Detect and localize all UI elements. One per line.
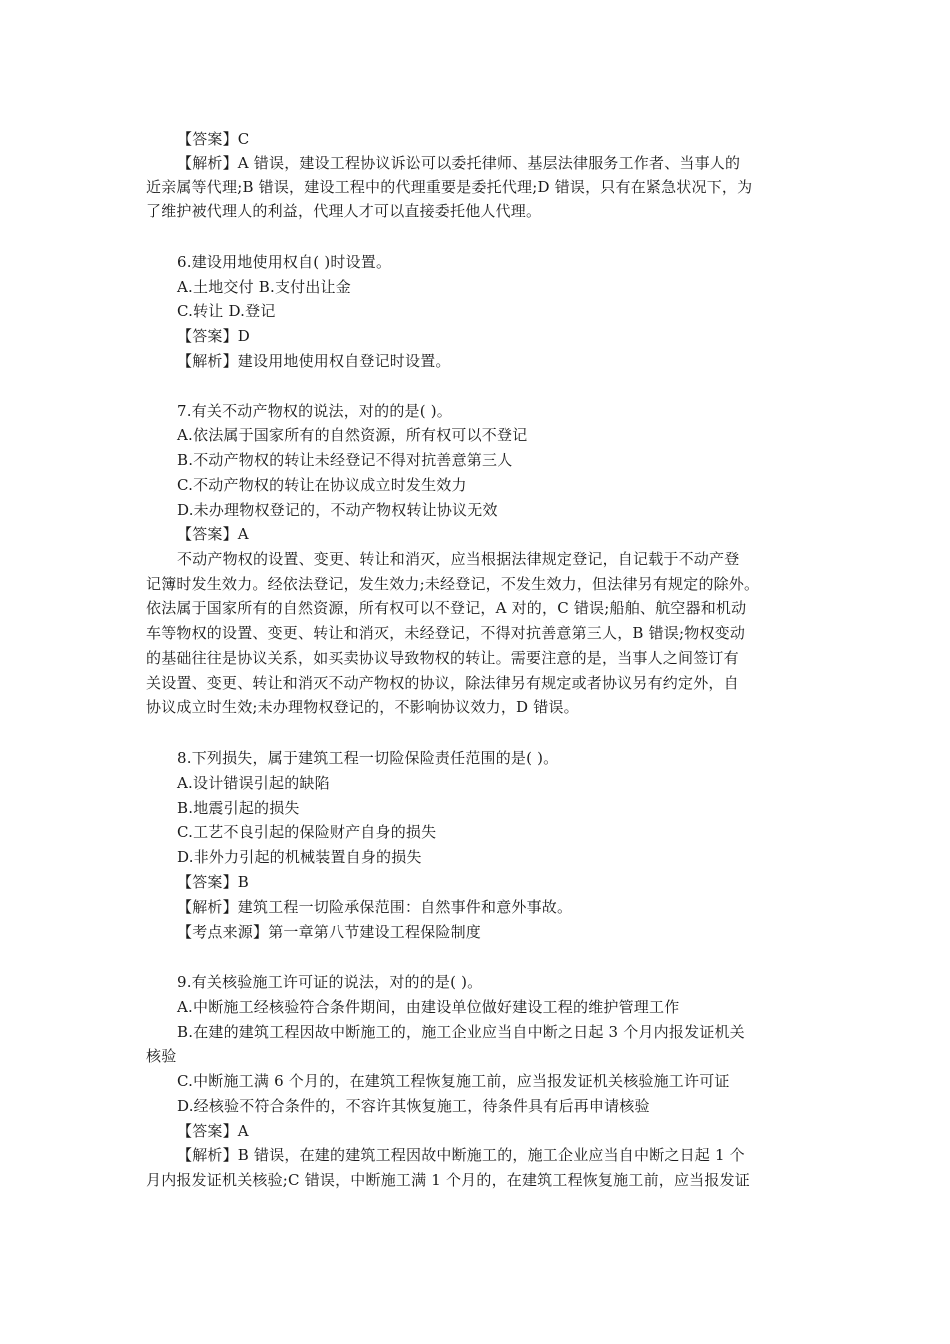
question-6: 6.建设用地使用权自( )时设置。 [177, 253, 392, 271]
option-b: B.在建的建筑工程因故中断施工的，施工企业应当自中断之日起 3 个月内报发证机关 [177, 1023, 745, 1041]
option-b: B.不动产物权的转让未经登记不得对抗善意第三人 [177, 451, 513, 469]
answer-line: 【答案】A [177, 525, 249, 543]
analysis-line: 不动产物权的设置、变更、转让和消灭，应当根据法律规定登记，自记载于不动产登 [177, 550, 740, 568]
analysis-line: 的基础往往是协议关系，如买卖协议导致物权的转让。需要注意的是，当事人之间签订有 [146, 649, 739, 667]
analysis-line: 协议成立时生效;未办理物权登记的，不影响协议效力，D 错误。 [146, 698, 579, 716]
option-d: D.非外力引起的机械装置自身的损失 [177, 848, 422, 866]
analysis-line: 依法属于国家所有的自然资源，所有权可以不登记，A 对的，C 错误;船舶、航空器和机动 [146, 599, 747, 617]
analysis-line: 车等物权的设置、变更、转让和消灭，未经登记，不得对抗善意第三人，B 错误;物权变动 [146, 624, 746, 642]
source-line: 【考点来源】第一章第八节建设工程保险制度 [177, 923, 482, 941]
option-d: D.经核验不符合条件的，不容许其恢复施工，待条件具有后再申请核验 [177, 1097, 650, 1115]
analysis-line: 月内报发证机关核验;C 错误，中断施工满 1 个月的，在建筑工程恢复施工前，应当报发证 [146, 1171, 750, 1189]
analysis-line: 近亲属等代理;B 错误，建设工程中的代理重要是委托代理;D 错误，只有在紧急状况下，为 [146, 178, 753, 196]
option-a: A.依法属于国家所有的自然资源，所有权可以不登记 [177, 426, 528, 444]
analysis-line: 记簿时发生效力。经依法登记，发生效力;未经登记，不发生效力，但法律另有规定的除外。 [146, 575, 760, 593]
analysis-line: 【解析】建设用地使用权自登记时设置。 [177, 352, 451, 370]
option-c: C.中断施工满 6 个月的，在建筑工程恢复施工前，应当报发证机关核验施工许可证 [177, 1072, 730, 1090]
question-8: 8.下列损失，属于建筑工程一切险保险责任范围的是( )。 [177, 749, 559, 767]
answer-line: 【答案】B [177, 873, 250, 891]
analysis-line: 了维护被代理人的利益，代理人才可以直接委托他人代理。 [146, 202, 542, 220]
option-a: A.中断施工经核验符合条件期间，由建设单位做好建设工程的维护管理工作 [177, 998, 680, 1016]
analysis-line: 关设置、变更、转让和消灭不动产物权的协议，除法律另有规定或者协议另有约定外，自 [146, 674, 739, 692]
question-9: 9.有关核验施工许可证的说法，对的的是( )。 [177, 973, 483, 991]
option-line: A.土地交付 B.支付出让金 [177, 278, 351, 296]
option-line: C.转让 D.登记 [177, 302, 276, 320]
option-b-cont: 核验 [146, 1047, 177, 1065]
option-d: D.未办理物权登记的，不动产物权转让协议无效 [177, 501, 498, 519]
analysis-line: 【解析】A 错误，建设工程协议诉讼可以委托律师、基层法律服务工作者、当事人的 [177, 154, 741, 172]
answer-line: 【答案】C [177, 130, 250, 148]
analysis-line: 【解析】建筑工程一切险承保范围：自然事件和意外事故。 [177, 898, 573, 916]
option-a: A.设计错误引起的缺陷 [177, 774, 330, 792]
answer-line: 【答案】A [177, 1122, 249, 1140]
answer-line: 【答案】D [177, 327, 251, 345]
option-b: B.地震引起的损失 [177, 799, 300, 817]
option-c: C.工艺不良引起的保险财产自身的损失 [177, 823, 437, 841]
analysis-line: 【解析】B 错误，在建的建筑工程因故中断施工的，施工企业应当自中断之日起 1 个 [177, 1146, 745, 1164]
question-7: 7.有关不动产物权的说法，对的的是( )。 [177, 402, 452, 420]
option-c: C.不动产物权的转让在协议成立时发生效力 [177, 476, 467, 494]
